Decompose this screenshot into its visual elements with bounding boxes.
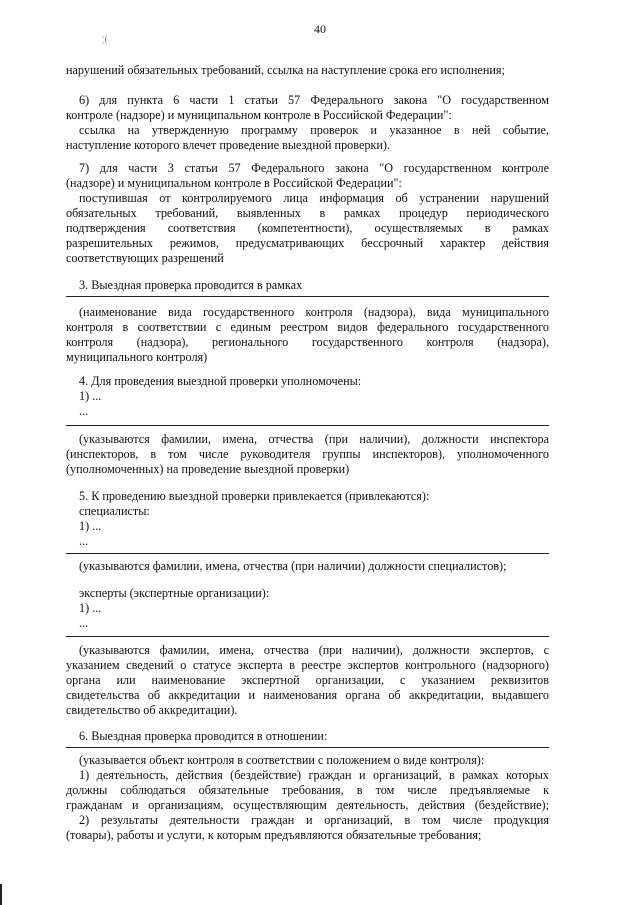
- text-line: эксперты (экспертные организации):: [79, 586, 270, 600]
- text-line: (указываются фамилии, имена, отчества (при наличии), должности экспертов, с: [79, 643, 549, 657]
- text-line: должны соблюдаться обязательные требования, в том числе предъявляемые к: [66, 783, 549, 797]
- text-line: контроле (надзоре) и муниципальном контроле в Российской Федерации":: [66, 108, 452, 122]
- text-line: обязательных требований, выявленных в рамках процедур периодического: [66, 206, 549, 220]
- text-line: органа или наименование экспертной организации, с указанием реквизитов: [66, 673, 549, 687]
- fill-in-line: [66, 296, 549, 297]
- page-number: 40: [314, 22, 326, 36]
- section-heading: 3. Выездная проверка проводится в рамках: [79, 278, 303, 292]
- text-line: указанием сведений о статусе эксперта в реестре экспертов контрольного (надзорного): [66, 658, 549, 672]
- text-line: (указывается объект контроля в соответствии с положением о виде контроля):: [79, 753, 485, 767]
- text-line: гражданам и организациям, осуществляющим деятельность, действия (бездействие);: [66, 798, 549, 812]
- text-line: 2) результаты деятельности граждан и организаций, в том числе продукция: [79, 813, 549, 827]
- text-line: нарушений обязательных требований, ссылка на наступление срока его исполнения;: [66, 63, 505, 77]
- text-line: поступившая от контролируемого лица информация об устранении нарушений: [79, 191, 549, 205]
- text-line: разрешительных режимов, предусматривающих бессрочный характер действия: [66, 236, 549, 250]
- text-line: свидетельство об аккредитации).: [66, 703, 238, 717]
- text-line: 6) для пункта 6 части 1 статьи 57 Федерального закона "О государственном: [79, 93, 549, 107]
- list-item: ...: [79, 404, 89, 418]
- section-heading: 4. Для проведения выездной проверки уполномочены:: [79, 374, 362, 388]
- text-line: наступление которого влечет проведение выездной проверки).: [66, 138, 391, 152]
- text-line: (указываются фамилии, имена, отчества (при наличии) должности специалистов);: [79, 559, 507, 573]
- fill-in-line: [66, 636, 549, 637]
- scan-edge: [0, 884, 2, 905]
- list-item: ...: [79, 616, 89, 630]
- fill-in-line: [66, 553, 549, 554]
- fill-in-line: [66, 425, 549, 426]
- text-line: 7) для части 3 статьи 57 Федерального закона "О государственном контроле: [79, 161, 549, 175]
- scan-mark: ¦(: [103, 34, 108, 44]
- list-item: 1) ...: [79, 389, 102, 403]
- text-line: подтверждения соответствия (компетентности), осуществляемых в рамках: [66, 221, 549, 235]
- text-line: (уполномоченных) на проведение выездной проверки): [66, 462, 350, 476]
- list-item: 1) ...: [79, 601, 102, 615]
- text-line: соответствующих разрешений: [66, 251, 224, 265]
- fill-in-line: [66, 747, 549, 748]
- text-line: 1) деятельность, действия (бездействие) граждан и организаций, в рамках которых: [79, 768, 549, 782]
- text-line: (инспекторов, в том числе руководителя группы инспекторов), уполномоченного: [66, 447, 549, 461]
- text-line: контроля (надзора), регионального государственного контроля (надзора),: [66, 335, 549, 349]
- text-line: (наименование вида государственного контроля (надзора), вида муниципального: [79, 305, 549, 319]
- text-line: муниципального контроля): [66, 350, 208, 364]
- section-heading: 5. К проведению выездной проверки привлекается (привлекаются):: [79, 489, 430, 503]
- text-line: свидетельства об аккредитации и наименования органа об аккредитации, выдавшего: [66, 688, 549, 702]
- text-line: (надзоре) и муниципальном контроле в Российской Федерации":: [66, 176, 402, 190]
- text-line: (указываются фамилии, имена, отчества (при наличии), должности инспектора: [79, 432, 549, 446]
- section-heading: 6. Выездная проверка проводится в отношении:: [79, 729, 328, 743]
- text-line: (товары), работы и услуги, к которым предъявляются обязательные требования;: [66, 828, 482, 842]
- text-line: специалисты:: [79, 504, 150, 518]
- list-item: 1) ...: [79, 519, 102, 533]
- text-line: контроля в соответствии с единым реестром видов федерального государственного: [66, 320, 549, 334]
- text-line: ссылка на утвержденную программу проверок и указанное в ней событие,: [79, 123, 549, 137]
- list-item: ...: [79, 534, 89, 548]
